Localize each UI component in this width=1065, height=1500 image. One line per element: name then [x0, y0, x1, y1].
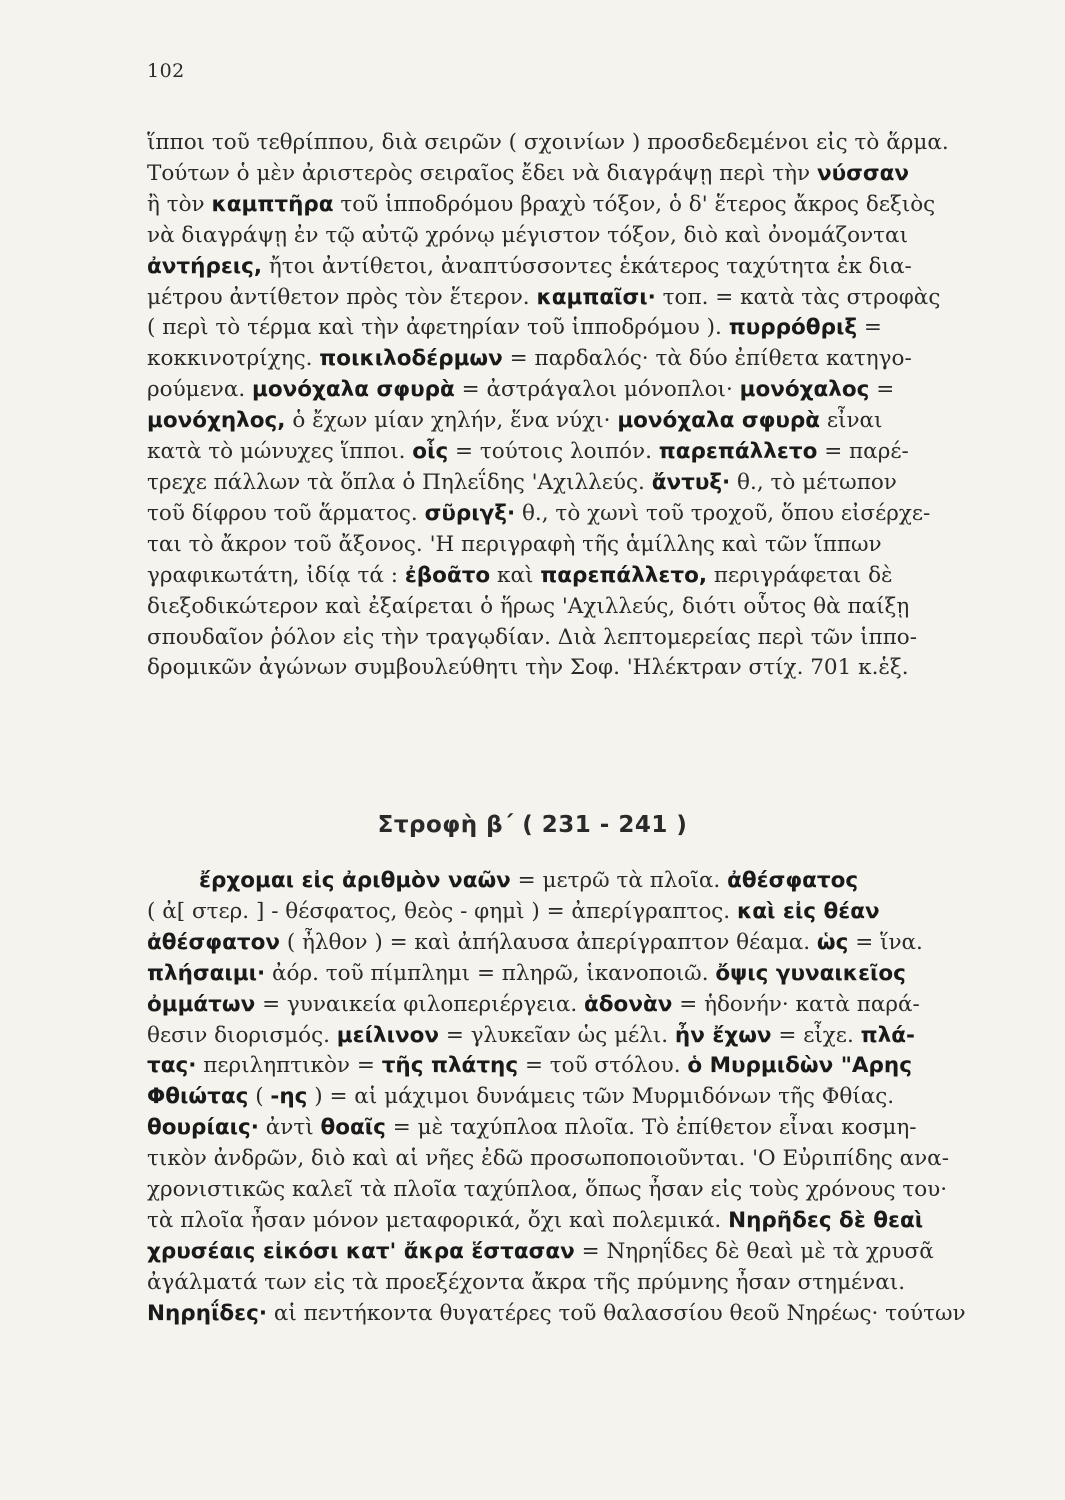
text-line	[147, 1021, 1015, 1052]
text-line	[147, 561, 1015, 592]
text-line	[147, 1237, 1015, 1268]
lemma-term: Φθιώτας	[147, 1084, 249, 1110]
text-line	[147, 592, 1015, 623]
gloss-text: περιληπτικὸν =	[196, 1053, 382, 1079]
lemma-term: πυρρόθριξ	[728, 315, 858, 341]
gloss-text: = τούτοις λοιπόν.	[448, 439, 659, 465]
gloss-text: = ἀστράγαλοι μόνοπλοι·	[454, 377, 740, 403]
text-line	[147, 928, 1015, 959]
text-line	[147, 990, 1015, 1021]
lemma-term: χρυσέαις εἰκόσι κατ' ἄκρα ἕστασαν	[147, 1238, 575, 1264]
gloss-text: ( ἀ[ στερ. ] - θέσφατος, θεὸς - φημὶ ) = ἀπερίγραπτος.	[147, 898, 737, 924]
lemma-term: ἀθέσφατος	[727, 868, 859, 893]
gloss-text: τοῦ δίφρου τοῦ ἅρματος.	[147, 500, 425, 526]
lemma-term: τας·	[147, 1053, 197, 1079]
gloss-text: = ἵνα.	[848, 929, 923, 955]
lemma-term: ὀμμάτων	[147, 991, 256, 1017]
text-line	[147, 1082, 1015, 1113]
gloss-text: καὶ	[490, 562, 541, 588]
gloss-text: διεξοδικώτερον καὶ ἐξαίρεται ὁ ἥρως 'Αχιλλεύς, διότι οὗτος θὰ παίξῃ	[147, 593, 910, 619]
lemma-term: ὡς	[816, 929, 849, 955]
lemma-term: μονόχαλος	[739, 377, 870, 403]
lemma-term: πλά-	[860, 1022, 915, 1048]
gloss-text: =	[869, 377, 895, 403]
gloss-text: τικὸν ἀνδρῶν, διὸ καὶ αἱ νῆες ἐδῶ προσωποποιοῦνται. 'Ο Εὐριπίδης ανα-	[147, 1146, 949, 1172]
lemma-term: θουρίαις·	[147, 1115, 259, 1141]
gloss-text: = γυναικεία φιλοπεριέργεια.	[255, 991, 585, 1017]
gloss-text: τοπ. = κατὰ τὰς στροφὰς	[655, 284, 941, 310]
lemma-term: Νηρῆδες δὲ θεαὶ	[728, 1207, 924, 1233]
gloss-text: (	[248, 1084, 271, 1110]
text-line	[147, 406, 1015, 437]
text-line	[147, 437, 1015, 468]
lemma-term: ὁ Μυρμιδὼν "Αρης	[687, 1053, 912, 1079]
lemma-term: ἐβοᾶτο	[404, 562, 491, 588]
gloss-text: ἀγάλματά των εἰς τὰ προεξέχοντα ἄκρα τῆς πρύμνης ἦσαν στημέναι.	[147, 1269, 906, 1295]
gloss-text: τὰ πλοῖα ἦσαν μόνον μεταφορικά, ὄχι καὶ πολεμικά.	[147, 1207, 729, 1233]
gloss-text: κοκκινοτρίχης.	[147, 346, 320, 372]
gloss-text: τοῦ ἱπποδρόμου βραχὺ τόξον, ὁ δ' ἕτερος ἄκρος δεξιὸς	[333, 191, 936, 217]
gloss-text: = εἶχε.	[771, 1022, 861, 1048]
gloss-text: = γλυκεῖαν ὡς μέλι.	[439, 1022, 675, 1048]
lemma-term: νύσσαν	[816, 160, 910, 186]
text-line	[147, 1299, 1015, 1330]
lemma-term: μονόχαλα σφυρὰ	[617, 408, 821, 434]
lemma-term: Νηρηΐδες·	[147, 1300, 268, 1326]
lemma-term: πλήσαιμι·	[147, 960, 266, 986]
lemma-term: θοαῖς	[320, 1115, 386, 1141]
text-line	[147, 468, 1015, 499]
gloss-text: = παρέ-	[817, 439, 909, 465]
lemma-term: οἷς	[412, 439, 449, 465]
text-line	[147, 1113, 1015, 1144]
gloss-text: = μετρῶ τὰ πλοῖα.	[510, 868, 728, 893]
gloss-text: σπουδαῖον ῥόλον εἰς τὴν τραγῳδίαν. Διὰ λεπτομερείας περὶ τῶν ἱππο-	[147, 624, 917, 650]
text-line	[147, 1175, 1015, 1206]
gloss-text: δρομικῶν ἀγώνων συμβουλεύθητι τὴν Σοφ. 'Ηλέκτραν στίχ. 701 κ.ἑξ.	[147, 655, 909, 681]
gloss-text: ἀόρ. τοῦ πίμπλημι = πληρῶ, ἱκανοποιῶ.	[265, 960, 716, 986]
gloss-text: ) = αἱ μάχιμοι δυνάμεις τῶν Μυρμιδόνων τῆς Φθίας.	[307, 1084, 895, 1110]
text-line	[147, 283, 1015, 314]
text-line	[147, 897, 1015, 928]
lemma-term: παρεπάλλετο,	[540, 562, 708, 588]
gloss-text: κατὰ τὸ μώνυχες ἵπποι.	[147, 439, 413, 465]
gloss-text: θ., τὸ χωνὶ τοῦ τροχοῦ, ὅπου εἰσέρχε-	[515, 500, 931, 526]
lemma-term: μείλινον	[336, 1022, 440, 1048]
gloss-text: ( ἦλθον ) = καὶ ἀπήλαυσα ἀπερίγραπτον θέαμα.	[279, 929, 817, 955]
gloss-text: ται τὸ ἄκρον τοῦ ἄξονος. 'Η περιγραφὴ τῆς ἁμίλλης καὶ τῶν ἵππων	[147, 531, 882, 557]
lemma-term: τῆς πλάτης	[381, 1053, 519, 1079]
gloss-text: νὰ διαγράψῃ ἐν τῷ αὐτῷ χρόνῳ μέγιστον τόξον, διὸ καὶ ὀνομάζονται	[147, 222, 909, 248]
text-line	[147, 1144, 1015, 1175]
lemma-term: ὄψις γυναικεῖος	[715, 960, 906, 986]
lemma-term: καμπτῆρα	[211, 191, 334, 217]
gloss-text: ἵπποι τοῦ τεθρίππου, διὰ σειρῶν ( σχοινίων ) προσδεδεμένοι εἰς τὸ ἅρμα.	[147, 130, 949, 155]
gloss-text: ἤτοι ἀντίθετοι, ἀναπτύσσοντες ἑκάτερος ταχύτητα ἐκ δια-	[262, 253, 912, 279]
gloss-text: ὁ ἔχων μίαν χηλήν, ἕνα νύχι·	[285, 408, 618, 434]
text-line	[147, 653, 1015, 684]
text-line	[147, 190, 1015, 221]
lemma-term: ἄντυξ·	[651, 469, 731, 495]
section-heading: Στροφὴ β΄ ( 231 - 241 )	[377, 812, 688, 838]
page-number: 102	[147, 60, 185, 82]
text-line	[147, 623, 1015, 654]
text-line	[147, 866, 1015, 897]
lemma-term: παρεπάλλετο	[658, 439, 818, 465]
commentary-block-1	[147, 128, 1015, 684]
text-line	[147, 499, 1015, 530]
gloss-text: = ἡδονήν· κατὰ παρά-	[672, 991, 920, 1017]
gloss-text: χρονιστικῶς καλεῖ τὰ πλοῖα ταχύπλοα, ὅπως ἦσαν εἰς τοὺς χρόνους του·	[147, 1177, 948, 1203]
text-line	[147, 128, 1015, 159]
lemma-term: ἀντήρεις,	[147, 253, 263, 279]
gloss-text: τρεχε πάλλων τὰ ὅπλα ὁ Πηλεΐδης 'Αχιλλεύς.	[147, 469, 652, 495]
text-line	[147, 344, 1015, 375]
lemma-term: ἦν ἔχων	[674, 1022, 772, 1048]
lemma-term: σῦριγξ·	[424, 500, 516, 526]
lemma-term: μονόχηλος,	[147, 408, 286, 434]
gloss-text: περιγράφεται δὲ	[707, 562, 893, 588]
text-line	[147, 252, 1015, 283]
gloss-text: ἀντὶ	[258, 1115, 321, 1141]
gloss-text: γραφικωτάτη, ἰδίᾳ τά :	[147, 562, 405, 588]
text-line	[147, 1051, 1015, 1082]
gloss-text: αἱ πεντήκοντα θυγατέρες τοῦ θαλασσίου θεοῦ Νηρέως· τούτων	[267, 1300, 966, 1326]
text-line	[147, 1268, 1015, 1299]
text-line	[147, 221, 1015, 252]
commentary-block-2	[147, 866, 1015, 1330]
lemma-term: ἀθέσφατον	[147, 929, 280, 955]
lemma-term: -ης	[270, 1084, 308, 1110]
lemma-term: καὶ εἰς θέαν	[736, 898, 880, 924]
text-line	[147, 159, 1015, 190]
text-line	[147, 1206, 1015, 1237]
gloss-text: = τοῦ στόλου.	[518, 1053, 688, 1079]
gloss-text: θεσιν διορισμός.	[147, 1022, 337, 1048]
gloss-text: =	[857, 315, 882, 341]
lemma-term: ἁδονὰν	[584, 991, 673, 1017]
gloss-text: = Νηρηΐδες δὲ θεαὶ μὲ τὰ χρυσᾶ	[574, 1238, 934, 1264]
gloss-text: ρούμενα.	[147, 377, 253, 403]
lemma-term: ἔρχομαι εἰς ἀριθμὸν ναῶν	[199, 868, 511, 893]
text-line	[147, 313, 1015, 344]
gloss-text: μέτρου ἀντίθετον πρὸς τὸν ἕτερον.	[147, 284, 537, 310]
gloss-text: = μὲ ταχύπλοα πλοῖα. Τὸ ἐπίθετον εἶναι κοσμη-	[385, 1115, 917, 1141]
gloss-text: θ., τὸ μέτωπον	[730, 469, 897, 495]
text-line	[147, 375, 1015, 406]
gloss-text: ( περὶ τὸ τέρμα καὶ τὴν ἀφετηρίαν τοῦ ἱπποδρόμου ).	[147, 315, 729, 341]
lemma-term: μονόχαλα σφυρὰ	[252, 377, 455, 403]
text-line	[147, 959, 1015, 990]
text-line	[147, 530, 1015, 561]
gloss-text: Τούτων ὁ μὲν ἀριστερὸς σειραῖος ἔδει νὰ διαγράψῃ περὶ τὴν	[147, 160, 817, 186]
gloss-text: ἢ τὸν	[147, 191, 212, 217]
gloss-text: = παρδαλός· τὰ δύο ἐπίθετα κατηγο-	[502, 346, 912, 372]
lemma-term: καμπαῖσι·	[536, 284, 656, 310]
lemma-term: ποικιλοδέρμων	[319, 346, 503, 372]
gloss-text: εἶναι	[820, 408, 883, 434]
